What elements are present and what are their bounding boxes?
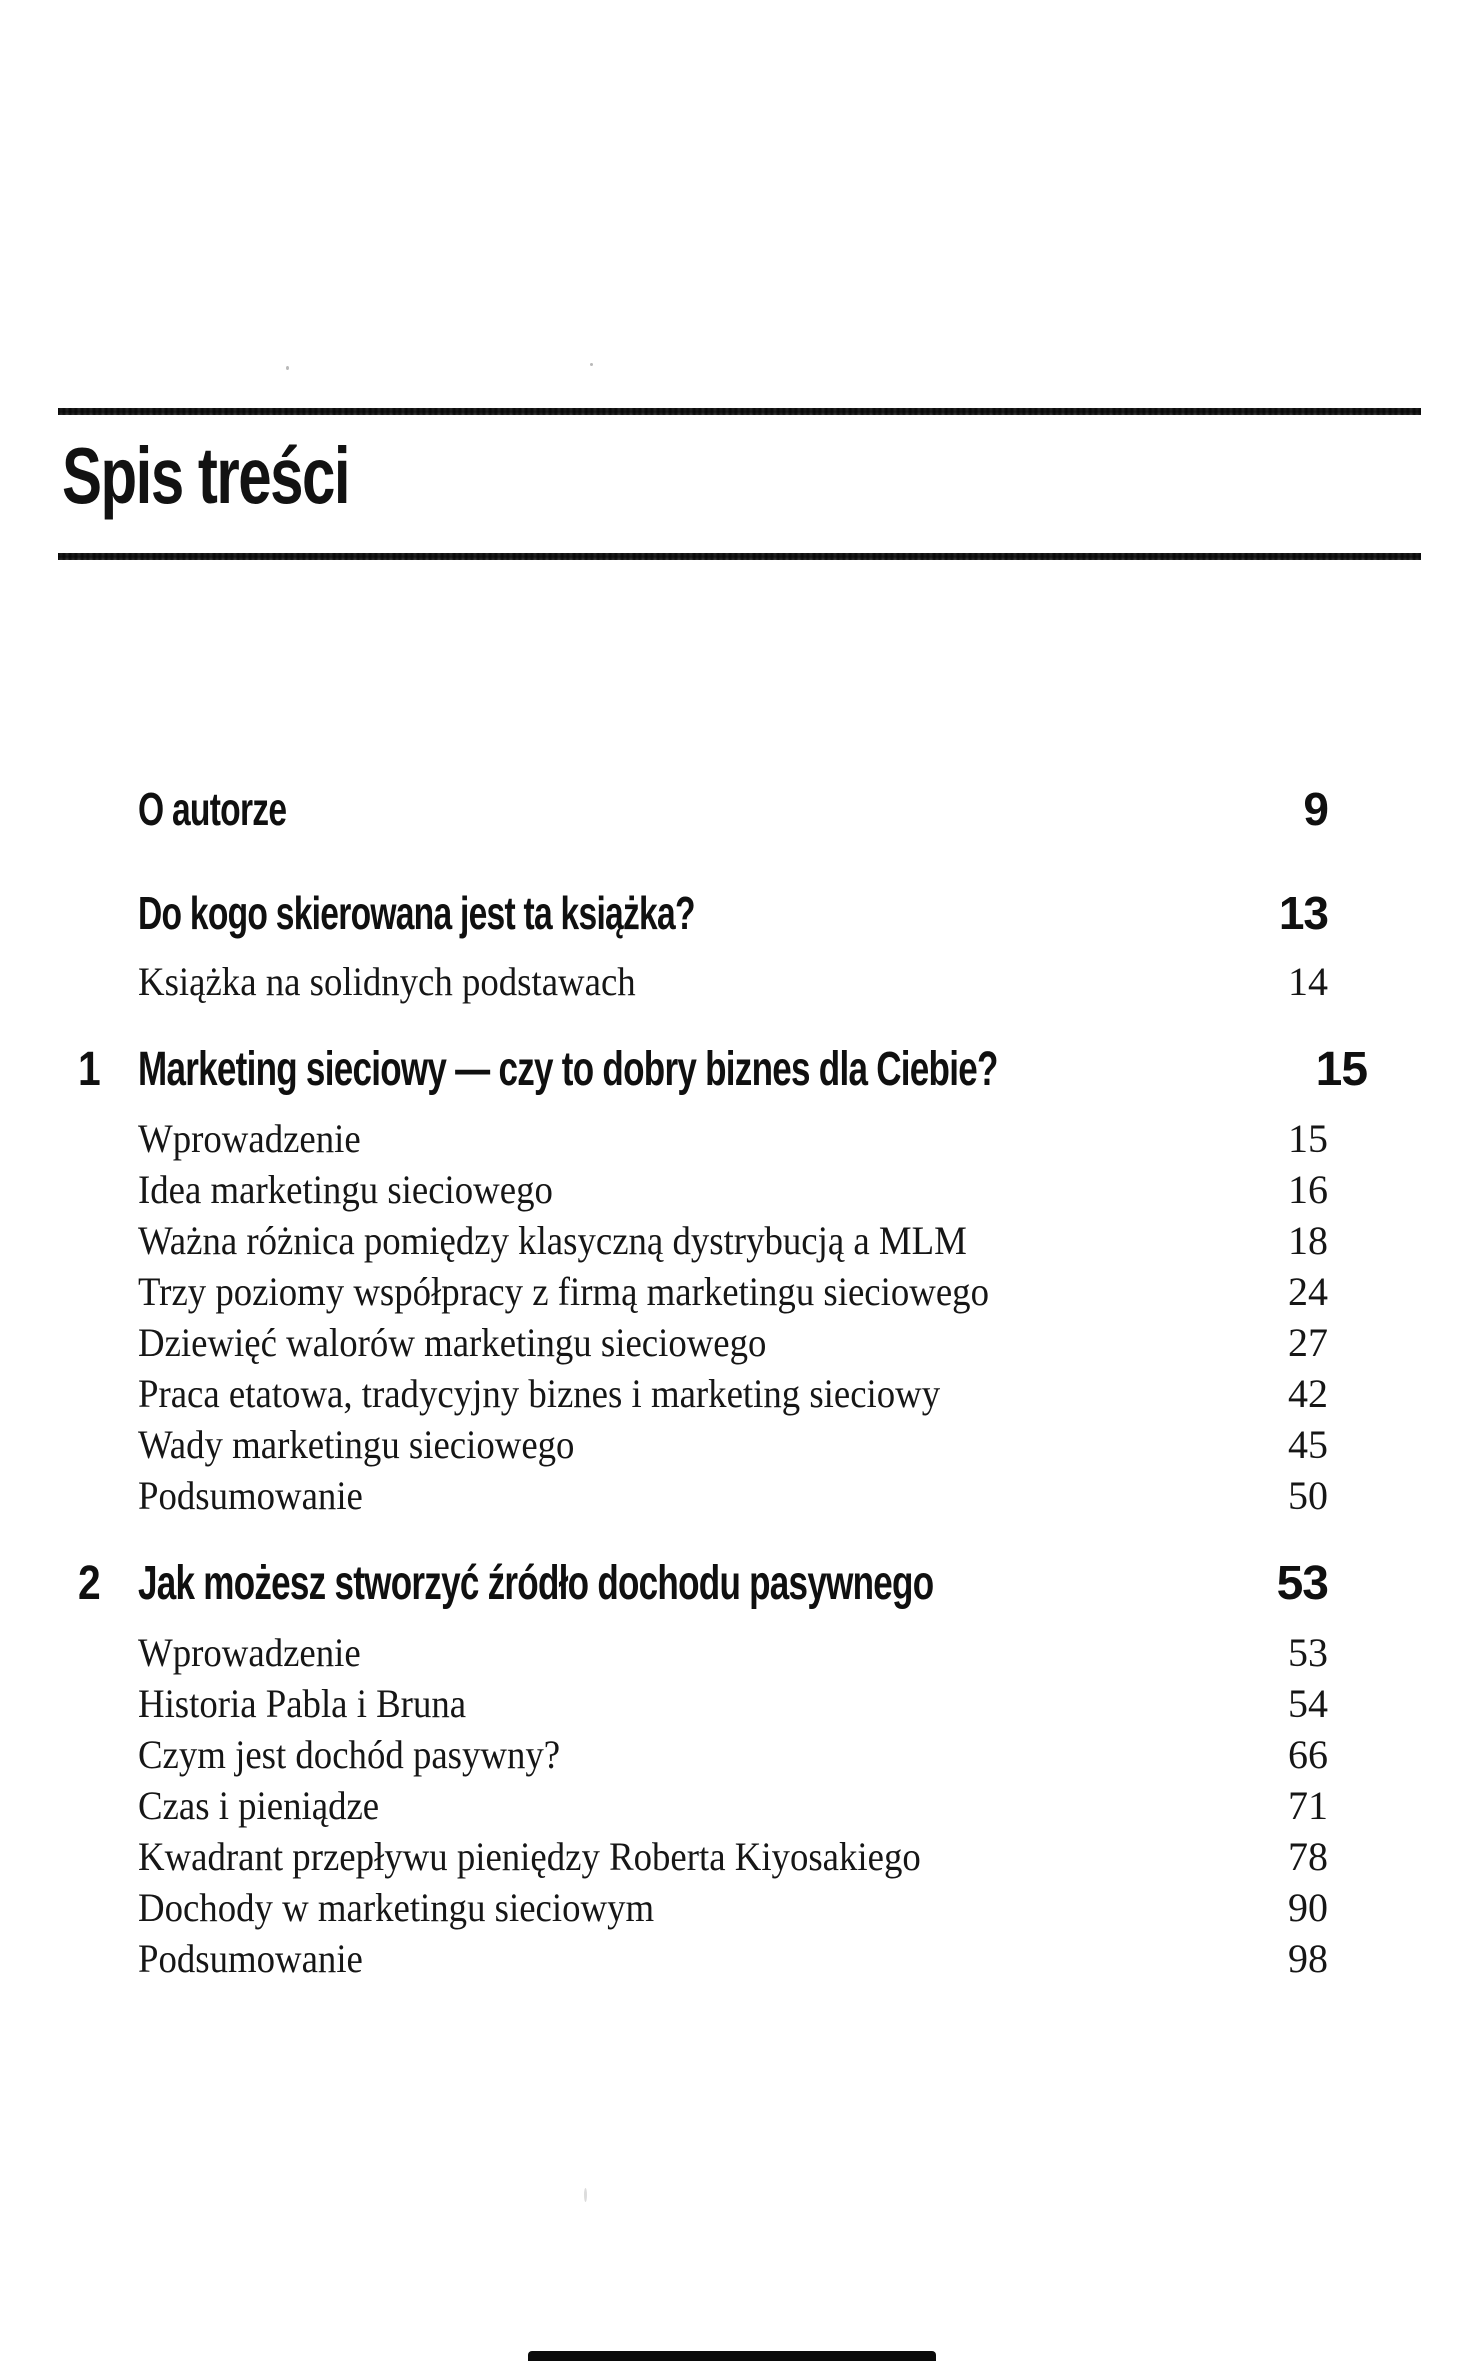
toc-heading-title: O autorze [138, 783, 287, 835]
toc-entry [0, 956, 1477, 1007]
toc-entry [0, 1317, 1477, 1368]
toc-entry-title: Dochody w marketingu sieciowym [138, 1884, 655, 1930]
toc-heading-page-number: 15 [1315, 1043, 1368, 1096]
toc-entry [0, 1882, 1477, 1933]
toc-entry-title: Wady marketingu sieciowego [138, 1421, 575, 1467]
toc-entry-page-number: 53 [1288, 1629, 1328, 1675]
toc-heading-title: Do kogo skierowana jest ta książka? [138, 887, 695, 939]
toc-entry-page-number: 90 [1288, 1884, 1328, 1930]
toc-entry [0, 1729, 1477, 1780]
toc-entry-title: Idea marketingu sieciowego [138, 1166, 553, 1212]
toc-chapter-heading [0, 1039, 1477, 1101]
toc-entry-page-number: 54 [1288, 1680, 1328, 1726]
toc-entry [0, 1113, 1477, 1164]
toc-heading-title: Jak możesz stworzyć źródło dochodu pasywnego [138, 1557, 934, 1610]
toc-entry-title: Książka na solidnych podstawach [138, 958, 636, 1004]
toc-entry-title: Trzy poziomy współpracy z firmą marketingu sieciowego [138, 1268, 989, 1314]
toc-entry-title: Praca etatowa, tradycyjny biznes i marketing sieciowy [138, 1370, 941, 1416]
toc-entry-title: Kwadrant przepływu pieniędzy Roberta Kiyosakiego [138, 1833, 921, 1879]
toc-entry [0, 1678, 1477, 1729]
toc-chapter-heading [0, 1553, 1477, 1615]
title-rule-bottom [58, 553, 1421, 560]
toc-entry-title: Historia Pabla i Bruna [138, 1680, 467, 1726]
toc-entry-page-number: 50 [1288, 1472, 1328, 1518]
scan-speck [584, 2188, 587, 2202]
toc-entry-page-number: 15 [1288, 1115, 1328, 1161]
toc-entry [0, 1780, 1477, 1831]
toc-heading-page-number: 9 [1303, 783, 1328, 835]
toc-section-heading [0, 882, 1477, 944]
page-title: Spis treści [62, 431, 349, 520]
toc-entry [0, 1933, 1477, 1984]
toc-entry [0, 1266, 1477, 1317]
title-rule-top [58, 408, 1421, 415]
toc-entry [0, 1215, 1477, 1266]
toc-entry-page-number: 71 [1288, 1782, 1328, 1828]
toc-heading-page-number: 13 [1278, 887, 1328, 939]
toc-entry-title: Dziewięć walorów marketingu sieciowego [138, 1319, 767, 1365]
toc-entry-title: Wprowadzenie [138, 1629, 361, 1675]
toc-entry-title: Podsumowanie [138, 1935, 363, 1981]
toc-list [0, 778, 1477, 1984]
toc-entry [0, 1419, 1477, 1470]
toc-entry-page-number: 98 [1288, 1935, 1328, 1981]
toc-entry-page-number: 78 [1288, 1833, 1328, 1879]
chapter-number: 1 [78, 1043, 100, 1096]
toc-entry-page-number: 24 [1288, 1268, 1328, 1314]
scan-speck [590, 363, 593, 366]
toc-entry-page-number: 42 [1288, 1370, 1328, 1416]
toc-entry [0, 1368, 1477, 1419]
toc-entry-title: Czym jest dochód pasywny? [138, 1731, 561, 1777]
scan-speck [286, 366, 289, 370]
toc-section-heading [0, 778, 1477, 840]
toc-entry-title: Ważna różnica pomiędzy klasyczną dystrybucją a MLM [138, 1217, 967, 1263]
toc-entry-title: Wprowadzenie [138, 1115, 361, 1161]
toc-entry [0, 1470, 1477, 1521]
scan-artifact-bar [528, 2351, 936, 2361]
toc-entry-page-number: 16 [1288, 1166, 1328, 1212]
toc-entry-page-number: 18 [1288, 1217, 1328, 1263]
toc-entry [0, 1831, 1477, 1882]
toc-heading-title: Marketing sieciowy — czy to dobry biznes dla Ciebie? [138, 1043, 998, 1096]
toc-entry-page-number: 66 [1288, 1731, 1328, 1777]
chapter-number: 2 [78, 1557, 100, 1610]
toc-heading-page-number: 53 [1276, 1557, 1328, 1610]
toc-entry-page-number: 14 [1288, 958, 1328, 1004]
toc-entry-title: Czas i pieniądze [138, 1782, 380, 1828]
toc-entry [0, 1627, 1477, 1678]
toc-entry-page-number: 45 [1288, 1421, 1328, 1467]
toc-entry-page-number: 27 [1288, 1319, 1328, 1365]
toc-entry [0, 1164, 1477, 1215]
toc-entry-title: Podsumowanie [138, 1472, 363, 1518]
